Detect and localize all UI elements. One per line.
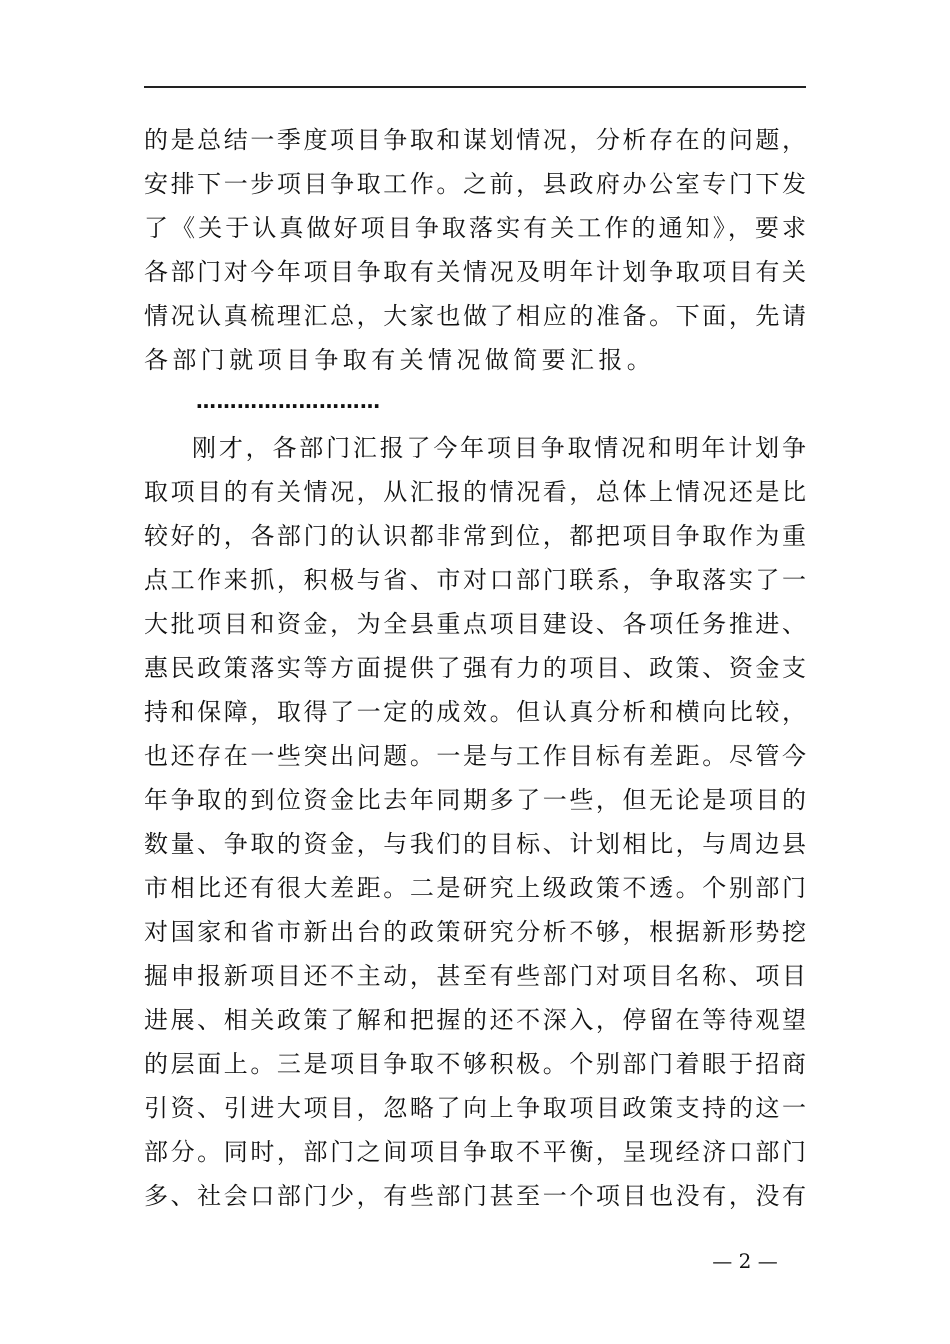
text-line: 引资、引进大项目，忽略了向上争取项目政策支持的这一 xyxy=(144,1094,806,1122)
text-line: 多、社会口部门少，有些部门甚至一个项目也没有，没有 xyxy=(144,1182,806,1210)
text-line: 点工作来抓，积极与省、市对口部门联系，争取落实了一 xyxy=(144,566,806,594)
text-line: 大批项目和资金，为全县重点项目建设、各项任务推进、 xyxy=(144,610,806,638)
text-line: 了《关于认真做好项目争取落实有关工作的通知》，要求 xyxy=(144,214,806,242)
text-line: 情况认真梳理汇总，大家也做了相应的准备。下面，先请 xyxy=(144,302,806,330)
text-line: 年争取的到位资金比去年同期多了一些，但无论是项目的 xyxy=(144,786,806,814)
text-line: 也还存在一些突出问题。一是与工作目标有差距。尽管今 xyxy=(144,742,806,770)
text-line: 对国家和省市新出台的政策研究分析不够，根据新形势挖 xyxy=(144,918,806,946)
text-line: 进展、相关政策了解和把握的还不深入，停留在等待观望 xyxy=(144,1006,806,1034)
text-line: 数量、争取的资金，与我们的目标、计划相比，与周边县 xyxy=(144,830,806,858)
text-line: 安排下一步项目争取工作。之前，县政府办公室专门下发 xyxy=(144,170,806,198)
text-line: 刚才，各部门汇报了今年项目争取情况和明年计划争 xyxy=(192,434,806,462)
text-line: 部分。同时，部门之间项目争取不平衡，呈现经济口部门 xyxy=(144,1138,806,1166)
text-line: 较好的，各部门的认识都非常到位，都把项目争取作为重 xyxy=(144,522,806,550)
text-line: 各部门对今年项目争取有关情况及明年计划争取项目有关 xyxy=(144,258,806,286)
text-line: 取项目的有关情况，从汇报的情况看，总体上情况还是比 xyxy=(144,478,806,506)
text-line: 掘申报新项目还不主动，甚至有些部门对项目名称、项目 xyxy=(144,962,806,990)
text-line: 各部门就项目争取有关情况做简要汇报。 xyxy=(144,346,656,374)
text-line: 的层面上。三是项目争取不够积极。个别部门着眼于招商 xyxy=(144,1050,806,1078)
text-line: 惠民政策落实等方面提供了强有力的项目、政策、资金支 xyxy=(144,654,806,682)
text-line: 市相比还有很大差距。二是研究上级政策不透。个别部门 xyxy=(144,874,806,902)
text-line: 持和保障，取得了一定的成效。但认真分析和横向比较， xyxy=(144,698,806,726)
text-line: 的是总结一季度项目争取和谋划情况，分析存在的问题， xyxy=(144,126,806,154)
page-number: — 2 — xyxy=(712,1249,778,1273)
header-rule xyxy=(144,86,806,88)
ellipsis: ……………………… xyxy=(196,389,381,413)
